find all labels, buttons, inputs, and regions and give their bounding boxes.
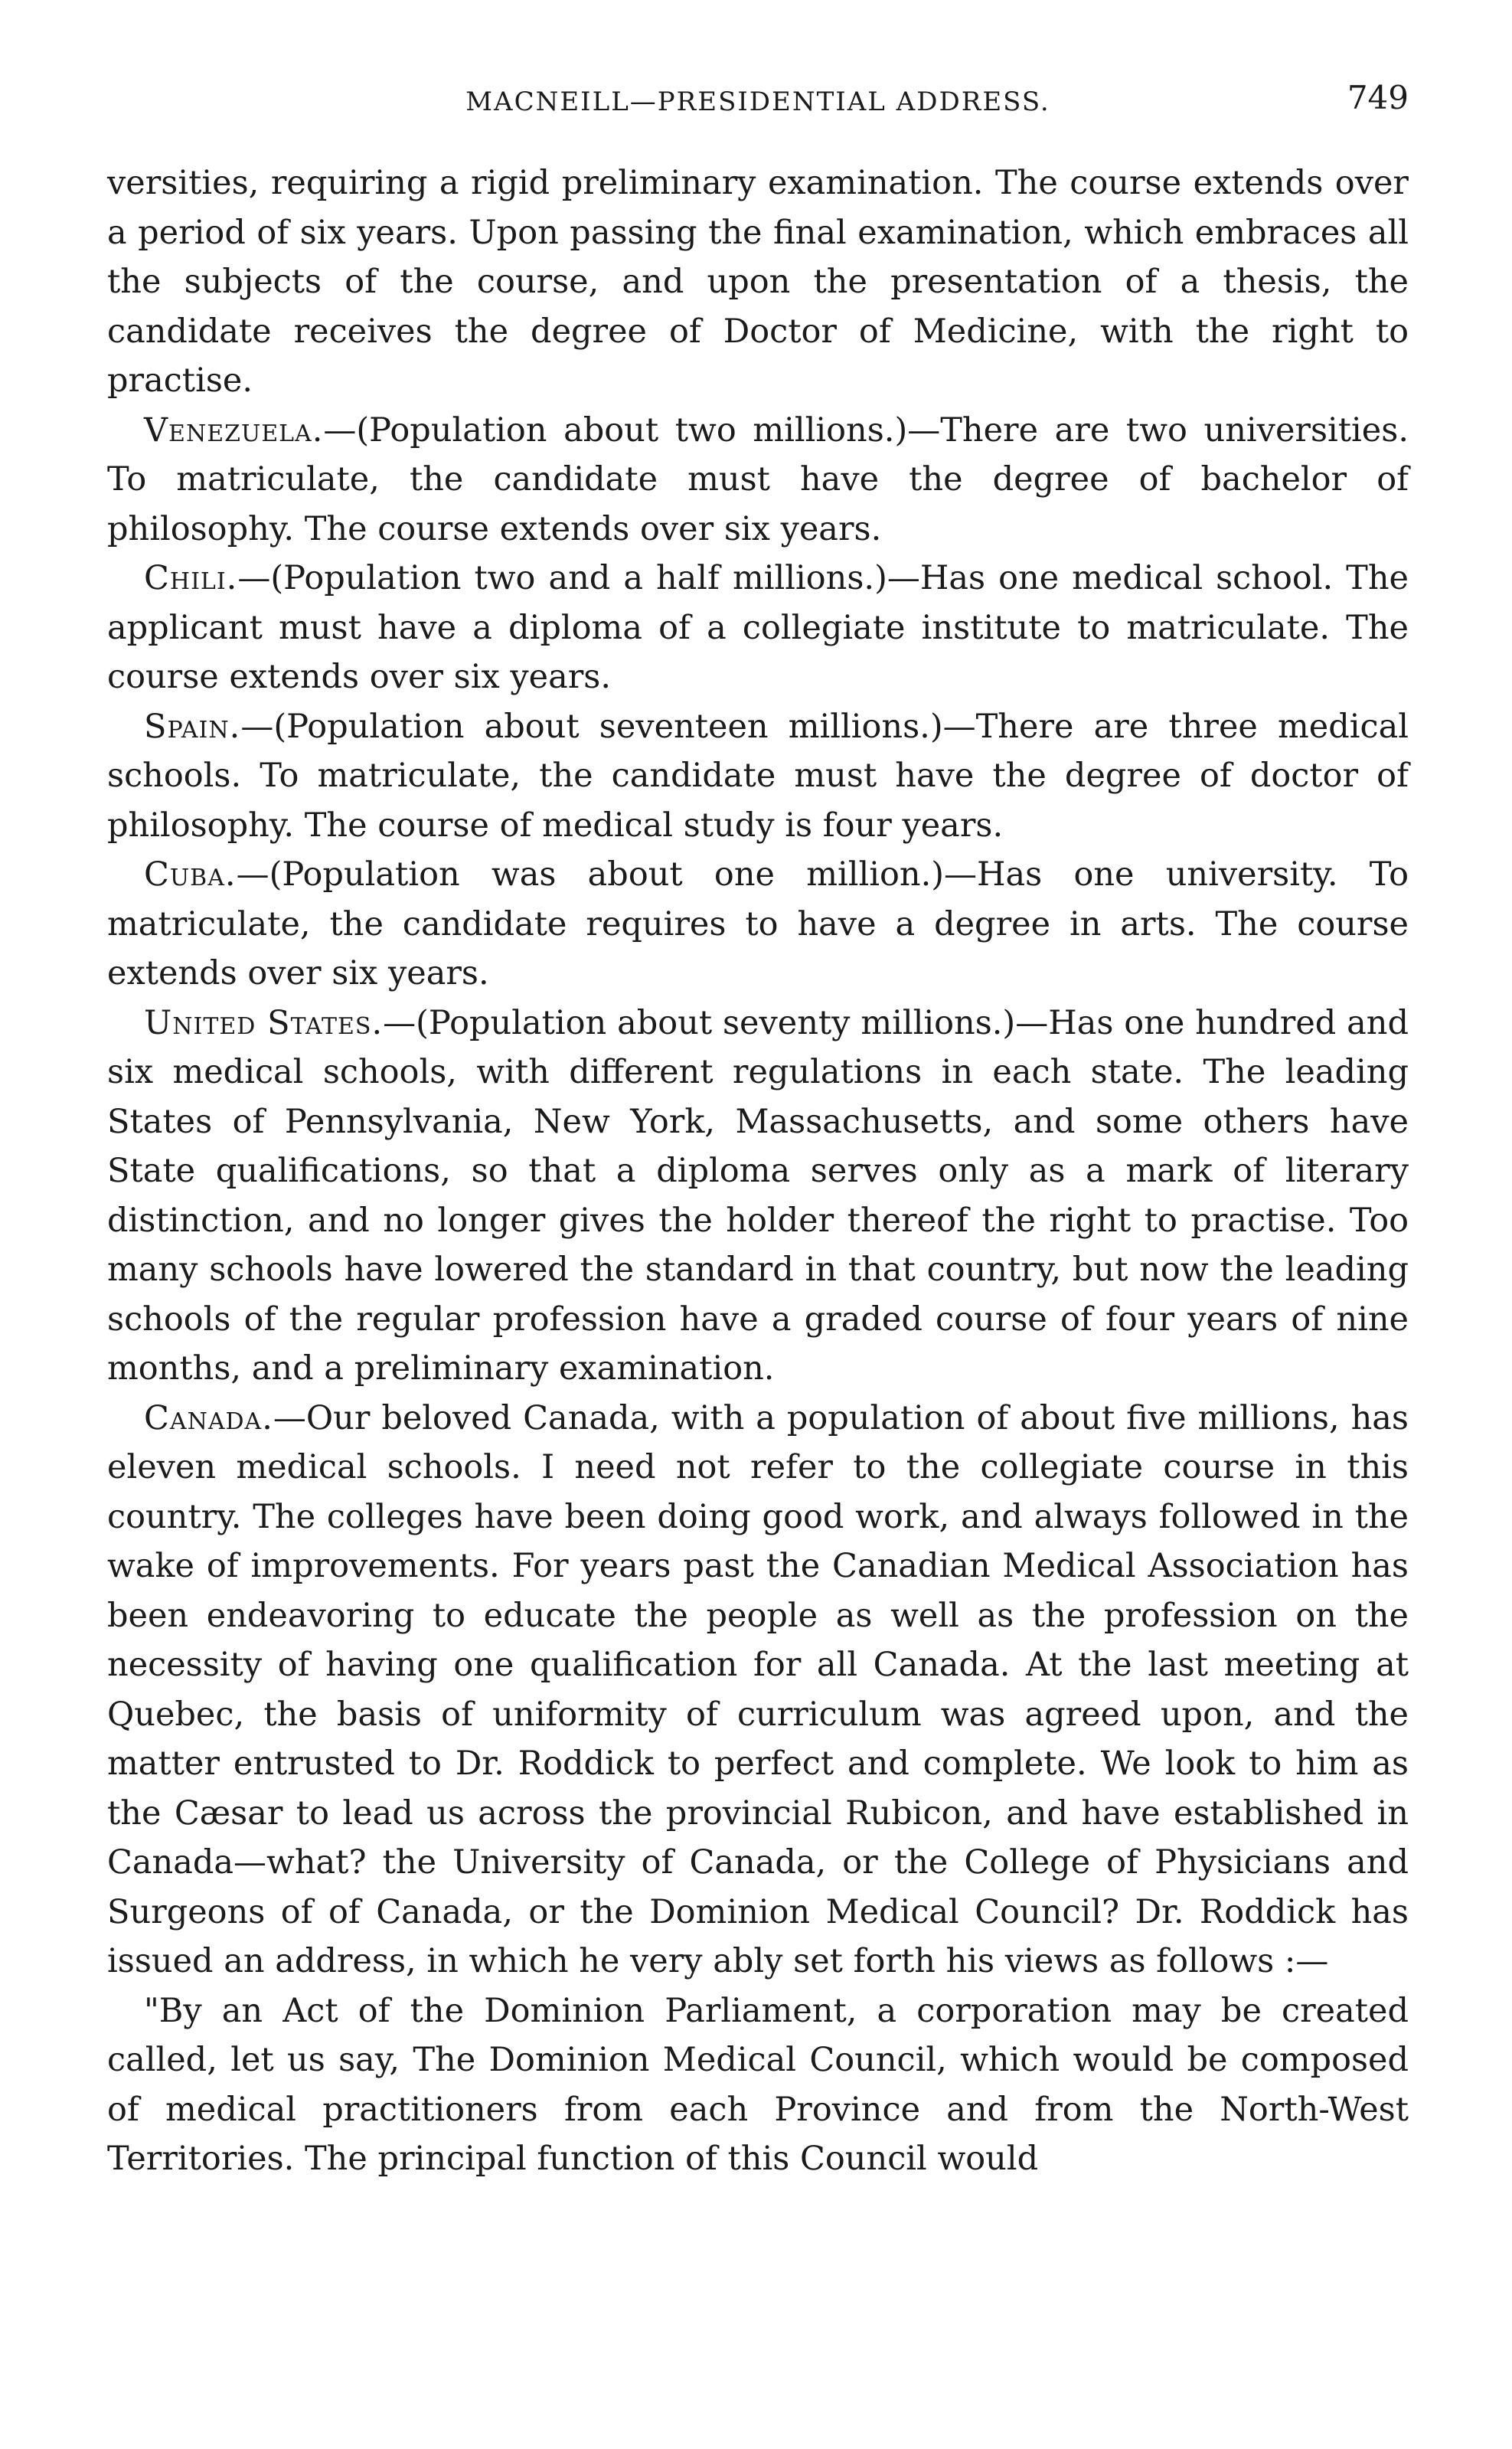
paragraph-united-states [107, 999, 1409, 1394]
paragraph-text: —(Population about two millions.)—There are two universities. To matriculate, the candidate must have the degree of bachelor of philosophy. The course extends over six years. [107, 410, 1409, 548]
country-heading: Chili. [144, 559, 238, 597]
paragraph-venezuela [107, 406, 1409, 554]
paragraph-text: —(Population about seventeen millions.)—There are three medical schools. To matriculate, the candidate must have the degree of doctor of philosophy. The course of medical study is four years. [107, 707, 1409, 845]
paragraph-text: —(Population about seventy millions.)—Has one hundred and six medical schools, with different regulations in each state. The leading States of Pennsylvania, New York, Massachusetts, and some others have State qualifications, so that a diploma serves only as a mark of literary distinction, and no longer gives the holder thereof the right to practise. Too many schools have lowered the standard in that country, but now the leading schools of the regular profession have a graded course of four years of nine months, and a preliminary examination. [107, 1003, 1409, 1388]
paragraph-text: —(Population was about one million.)—Has one university. To matriculate, the candidate requires to have a degree in arts. The course extends over six years. [107, 855, 1409, 992]
paragraph-spain [107, 702, 1409, 851]
paragraph-text: —(Population two and a half millions.)—Has one medical school. The applicant must have a diploma of a collegiate institute to matriculate. The course extends over six years. [107, 559, 1409, 696]
paragraph-text: —Our beloved Canada, with a population of about five millions, has eleven medical schools. I need not refer to the collegiate course in this country. The colleges have been doing good work, and always followed in the wake of improvements. For years past the Canadian Medical Association has been endeavoring to educate the people as well as the profession on the necessity of having one qualification for all Canada. At the last meeting at Quebec, the basis of uniformity of curriculum was agreed upon, and the matter entrusted to Dr. Roddick to perfect and complete. We look to him as the Cæsar to lead us across the provincial Rubicon, and have established in Canada—what? the University of Canada, or the College of Physicians and Surgeons of of Canada, or the Dominion Medical Council? Dr. Roddick has issued an address, in which he very ably set forth his views as follows :— [107, 1398, 1409, 1980]
header-title: MACNEILL—PRESIDENTIAL ADDRESS. [465, 87, 1050, 117]
paragraph-cuba [107, 850, 1409, 999]
paragraph-quotation [107, 1986, 1409, 2184]
country-heading: United States. [144, 1003, 384, 1042]
running-header [107, 73, 1409, 134]
country-heading: Venezuela. [144, 410, 324, 450]
paragraph-text: versities, requiring a rigid preliminary examination. The course extends over a period of six years. Upon passing the final examination, which embraces all the subjects of the course, and upon the presentation of a thesis, the candidate receives the degree of Doctor of Medicine, with the right to practise. [107, 164, 1409, 400]
country-heading: Cuba. [144, 855, 237, 894]
paragraph-canada [107, 1394, 1409, 1986]
document-page [107, 73, 1409, 2184]
country-heading: Spain. [144, 707, 241, 746]
country-heading: Canada. [144, 1398, 273, 1437]
paragraph-chili [107, 554, 1409, 702]
page-number: 749 [1347, 79, 1409, 116]
body-text [107, 159, 1409, 2184]
paragraph-continuation [107, 159, 1409, 406]
paragraph-text: "By an Act of the Dominion Parliament, a corporation may be created called, let us say, The Dominion Medical Council, which would be composed of medical practitioners from each Province and from the North-West Territories. The principal function of this Council would [107, 1991, 1409, 2178]
